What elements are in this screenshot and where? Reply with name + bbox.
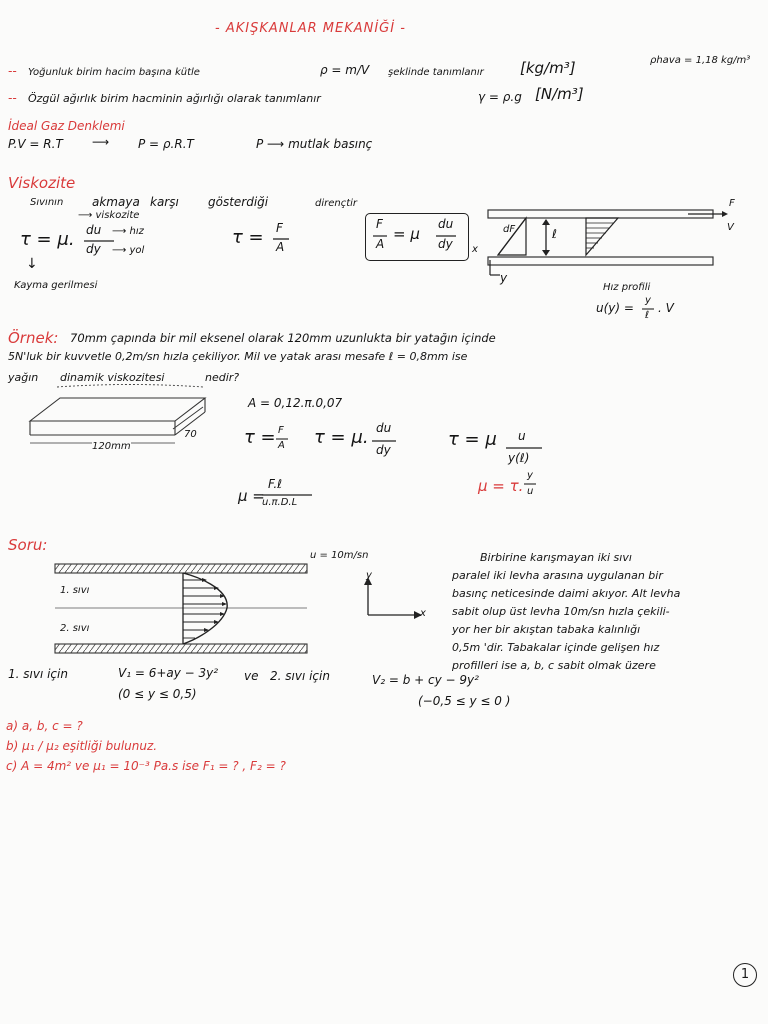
q-v2-label: 2. sıvı için	[270, 669, 330, 683]
q-desc-2: basınç neticesinde daimi akıyor. Alt levha	[452, 587, 681, 600]
ex-mu1-num: F.ℓ	[268, 477, 283, 491]
page-title: - AKIŞKANLAR MEKANİĞİ -	[215, 21, 406, 36]
ex-tau2-bar	[372, 440, 396, 442]
diag-F: F	[729, 198, 735, 209]
tau-fa-eq: τ =	[232, 227, 264, 248]
example-line3b: dinamik viskozitesi	[60, 371, 165, 384]
def1-formula: ρ = m/V	[320, 63, 370, 77]
q-desc-0: Birbirine karışmayan iki sıvı	[480, 551, 632, 564]
q-axis-x: x	[420, 608, 426, 619]
q-u-label: u = 10m/sn	[310, 550, 369, 561]
yol-label: ⟶ yol	[112, 245, 145, 256]
dim-70: 70	[184, 429, 197, 440]
ex-tau2-du: du	[376, 421, 392, 435]
q-desc-4: yor her bir akıştan tabaka kalınlığı	[452, 623, 641, 636]
q-v1-range: (0 ≤ y ≤ 0,5)	[118, 687, 197, 701]
q-desc-5: 0,5m 'dir. Tabakalar içinde gelişen hız	[452, 641, 660, 654]
q-desc-3: sabit olup üst levha 10m/sn hızla çekili-	[452, 605, 670, 618]
visc-desc2: akmaya	[92, 195, 140, 209]
ideal-gas-eq2: P = ρ.R.T	[138, 137, 194, 151]
q-ve: ve	[244, 669, 259, 683]
box-du: du	[438, 217, 454, 231]
example-line1: 70mm çapında bir mil eksenel olarak 120mm uzunlukta bir yatağın içinde	[70, 331, 496, 345]
page-number: 1	[733, 963, 757, 987]
uy-v: . V	[658, 301, 674, 315]
q-v2-range: (−0,5 ≤ y ≤ 0 )	[418, 694, 511, 708]
uy-eq: u(y) =	[596, 301, 634, 315]
down-arrow-icon: ↓	[26, 256, 38, 272]
uy-y: y	[645, 295, 651, 306]
def1-dash: --	[8, 64, 17, 78]
def2-formula: γ = ρ.g	[478, 90, 522, 104]
example-line3a: yağın	[8, 371, 39, 384]
example-line3c: nedir?	[205, 371, 240, 384]
ex-mu1: μ =	[238, 487, 265, 505]
air-density-note: ρhava = 1,18 kg/m³	[650, 55, 751, 66]
ex-mu1-bar	[262, 494, 312, 496]
ex-mu1-den: u.π.D.L	[262, 497, 298, 508]
q-part-b: b) μ₁ / μ₂ eşitliği bulunuz.	[6, 739, 158, 753]
ex-mu2: μ = τ.	[478, 477, 524, 495]
q-v2-eq: V₂ = b + cy − 9y²	[372, 673, 479, 687]
box-A: A	[376, 237, 385, 251]
def2-dash: --	[8, 91, 17, 105]
ex-tau1: τ =	[244, 427, 276, 448]
ideal-gas-heading: İdeal Gaz Denklemi	[8, 119, 125, 133]
q-v1-eq: V₁ = 6+ay − 3y²	[118, 666, 219, 680]
q-desc-1: paralel iki levha arasına uygulanan bir	[452, 569, 663, 582]
visc-desc1: Sıvının	[30, 197, 64, 208]
uy-l: ℓ	[645, 310, 650, 321]
box-eq: = μ	[393, 225, 420, 243]
ex-mu2-y: y	[527, 470, 533, 481]
example-area: A = 0,12.π.0,07	[248, 396, 343, 410]
question-label: Soru:	[8, 536, 48, 554]
q-sivi2: 2. sıvı	[60, 623, 90, 634]
q-sivi1: 1. sıvı	[60, 585, 90, 596]
diag-V: V	[727, 222, 734, 233]
visc-desc4: gösterdiği	[208, 195, 269, 209]
viscosity-heading: Viskozite	[8, 174, 76, 192]
ex-tau3: τ = μ	[448, 429, 497, 450]
example-line2: 5N'luk bir kuvvetle 0,2m/sn hızla çekiliyor. Mil ve yatak arası mesafe ℓ = 0,8mm ise	[8, 350, 468, 363]
def1-tail: şeklinde tanımlanır	[388, 67, 484, 78]
def2-unit: [N/m³]	[535, 85, 584, 103]
q-desc-6: profilleri ise a, b, c sabit olmak üzere	[452, 659, 656, 672]
ex-tau1-A: A	[278, 440, 285, 451]
ex-mu2-bar	[524, 483, 536, 485]
ex-tau3-y: y(ℓ)	[508, 451, 530, 465]
def2-text: Özgül ağırlık birim hacminin ağırlığı olarak tanımlanır	[28, 92, 321, 105]
ex-tau2-dy: dy	[376, 443, 391, 457]
box-F: F	[376, 217, 383, 231]
ex-tau1-F: F	[278, 425, 284, 436]
ex-tau3-u: u	[518, 429, 526, 443]
hiz-profili: Hız profili	[603, 282, 651, 293]
def1-unit: [kg/m³]	[520, 59, 576, 77]
tau-dy: dy	[86, 242, 101, 256]
def1-text: Yoğunluk birim hacim başına kütle	[28, 67, 200, 78]
hiz-label: ⟶ hız	[112, 226, 144, 237]
q-axis-y: y	[366, 570, 372, 581]
diag-l: ℓ	[552, 227, 557, 241]
ideal-gas-arrow: ⟶	[92, 135, 110, 149]
tau-fa-A: A	[276, 240, 285, 254]
example-label: Örnek:	[8, 329, 59, 347]
q-v1-label: 1. sıvı için	[8, 667, 68, 681]
box-dy: dy	[438, 237, 453, 251]
viscosity-underline	[55, 382, 205, 392]
q-part-a: a) a, b, c = ?	[6, 719, 83, 733]
diag-dF: dF	[503, 224, 516, 235]
dim-120: 120mm	[92, 441, 131, 452]
diag-x: x	[472, 244, 478, 255]
kayma-gerilmesi: Kayma gerilmesi	[14, 280, 98, 291]
two-fluid-diagram	[55, 562, 315, 662]
tau-formula: τ = μ.	[20, 229, 75, 250]
ex-tau2: τ = μ.	[314, 427, 369, 448]
tau-du: du	[86, 223, 102, 237]
visk-label: ⟶ viskozite	[78, 210, 140, 221]
tau-fa-F: F	[276, 221, 283, 235]
visc-desc5: dirençtir	[315, 198, 358, 209]
visc-desc3: karşı	[150, 195, 179, 209]
ideal-gas-eq3: P ⟶ mutlak basınç	[256, 137, 373, 151]
diag-y: y	[500, 271, 508, 285]
ex-mu2-u: u	[527, 486, 534, 497]
ideal-gas-eq1: P.V = R.T	[8, 137, 63, 151]
couette-flow-diagram	[478, 205, 718, 280]
ex-tau3-bar	[506, 447, 542, 449]
q-part-c: c) A = 4m² ve μ₁ = 10⁻³ Pa.s ise F₁ = ? , F₂ = ?	[6, 759, 286, 773]
